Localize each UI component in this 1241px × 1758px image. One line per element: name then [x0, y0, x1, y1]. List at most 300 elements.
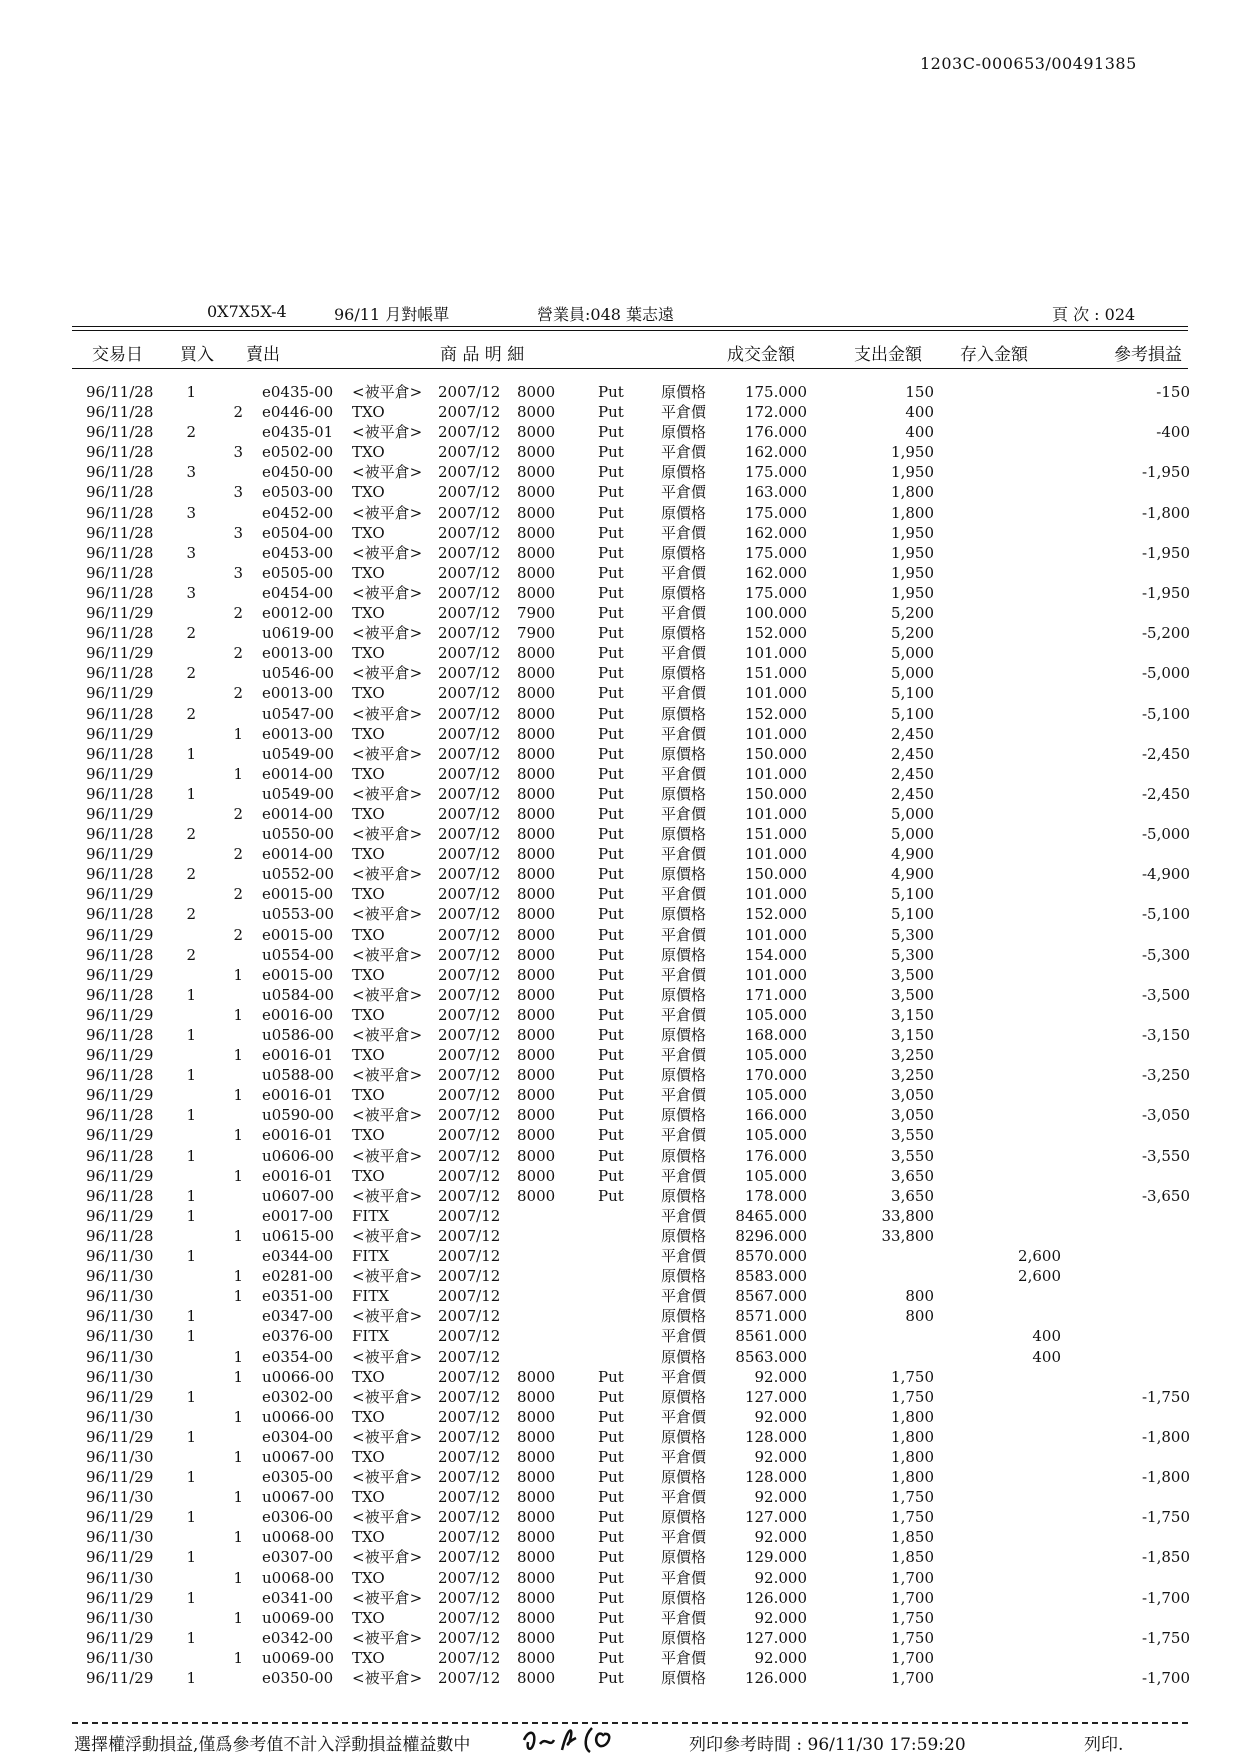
cell-strike: 8000 — [517, 684, 556, 703]
cell-strike: 8000 — [517, 563, 556, 582]
cell-trade-date: 96/11/29 — [86, 1628, 154, 1647]
cell-price-type: 原價格 — [661, 1146, 707, 1165]
cell-trade-date: 96/11/29 — [86, 885, 154, 904]
cell-paid-out: 3,250 — [891, 1046, 934, 1065]
table-row — [0, 844, 1241, 864]
table-row — [0, 1527, 1241, 1547]
cell-sell: 1 — [233, 1608, 243, 1627]
cell-buy: 1 — [186, 1066, 196, 1085]
cell-order-no: e0013-00 — [262, 644, 334, 663]
cell-month: 2007/12 — [438, 383, 501, 401]
cell-paid-out: 2,450 — [891, 744, 934, 763]
cell-buy: 3 — [186, 543, 196, 562]
cell-trade-date: 96/11/28 — [86, 383, 154, 401]
cell-price-type: 平倉價 — [661, 1447, 707, 1466]
cell-price-type: 平倉價 — [661, 1126, 707, 1145]
cell-product: <被平倉> — [352, 1267, 423, 1286]
cell-buy: 1 — [186, 1669, 196, 1687]
cell-strike: 8000 — [517, 825, 556, 844]
cell-order-no: e0435-01 — [262, 423, 334, 442]
cell-deal-amount: 8296.000 — [735, 1226, 807, 1245]
cell-price-type: 平倉價 — [661, 1287, 707, 1306]
table-row — [0, 1588, 1241, 1608]
cell-paid-out: 1,750 — [891, 1488, 934, 1507]
cell-trade-date: 96/11/30 — [86, 1528, 154, 1547]
cell-deal-amount: 127.000 — [744, 1628, 807, 1647]
cell-paid-out: 1,950 — [891, 463, 934, 482]
cell-deal-amount: 105.000 — [744, 1126, 807, 1145]
cell-buy: 1 — [186, 1327, 196, 1346]
cell-paid-out: 400 — [905, 403, 934, 422]
cell-month: 2007/12 — [438, 1287, 501, 1306]
cell-price-type: 原價格 — [661, 463, 707, 482]
cell-strike: 8000 — [517, 985, 556, 1004]
cell-trade-date: 96/11/28 — [86, 503, 154, 522]
cell-paid-out: 1,750 — [891, 1508, 934, 1527]
cell-type: Put — [598, 865, 624, 884]
cell-price-type: 平倉價 — [661, 604, 707, 623]
cell-strike: 8000 — [517, 1005, 556, 1024]
cell-month: 2007/12 — [438, 583, 501, 602]
cell-buy: 2 — [186, 905, 196, 924]
cell-order-no: u0066-00 — [262, 1407, 334, 1426]
cell-order-no: e0503-00 — [262, 483, 334, 502]
col-ref-pl: 參考損益 — [1114, 345, 1182, 365]
cell-type: Put — [598, 965, 624, 984]
cell-product: TXO — [352, 724, 385, 743]
cell-strike: 8000 — [517, 925, 556, 944]
cell-month: 2007/12 — [438, 905, 501, 924]
cell-strike: 8000 — [517, 965, 556, 984]
cell-month: 2007/12 — [438, 1548, 501, 1567]
table-row — [0, 1286, 1241, 1306]
cell-deal-amount: 92.000 — [754, 1608, 807, 1627]
table-row — [0, 1547, 1241, 1567]
cell-product: <被平倉> — [352, 583, 423, 602]
cell-trade-date: 96/11/28 — [86, 523, 154, 542]
cell-price-type: 原價格 — [661, 1468, 707, 1487]
cell-strike: 8000 — [517, 704, 556, 723]
cell-deal-amount: 126.000 — [744, 1669, 807, 1687]
cell-paid-out: 5,200 — [891, 624, 934, 643]
cell-ref-pl: -1,950 — [1141, 583, 1190, 602]
cell-deal-amount: 101.000 — [744, 885, 807, 904]
cell-deal-amount: 8561.000 — [735, 1327, 807, 1346]
cell-sell: 1 — [233, 1005, 243, 1024]
cell-trade-date: 96/11/30 — [86, 1407, 154, 1426]
cell-buy: 1 — [186, 1427, 196, 1446]
cell-strike: 8000 — [517, 1608, 556, 1627]
cell-month: 2007/12 — [438, 543, 501, 562]
cell-paid-out: 800 — [905, 1307, 934, 1326]
cell-deal-amount: 166.000 — [744, 1106, 807, 1125]
table-row — [0, 523, 1241, 543]
table-row — [0, 764, 1241, 784]
table-row — [0, 1266, 1241, 1286]
cell-trade-date: 96/11/28 — [86, 1226, 154, 1245]
cell-price-type: 平倉價 — [661, 563, 707, 582]
cell-type: Put — [598, 483, 624, 502]
cell-sell: 1 — [233, 1447, 243, 1466]
cell-deal-amount: 150.000 — [744, 865, 807, 884]
cell-ref-pl: -1,700 — [1141, 1669, 1190, 1687]
cell-price-type: 原價格 — [661, 1628, 707, 1647]
cell-strike: 8000 — [517, 764, 556, 783]
cell-month: 2007/12 — [438, 1267, 501, 1286]
cell-strike: 8000 — [517, 383, 556, 401]
header-rule-bottom — [72, 368, 1188, 369]
cell-deal-amount: 162.000 — [744, 443, 807, 462]
cell-paid-out: 5,000 — [891, 825, 934, 844]
cell-trade-date: 96/11/30 — [86, 1488, 154, 1507]
table-row — [0, 683, 1241, 703]
cell-strike: 8000 — [517, 1427, 556, 1446]
cell-order-no: e0016-01 — [262, 1166, 334, 1185]
table-row — [0, 1025, 1241, 1045]
cell-sell: 3 — [233, 523, 243, 542]
cell-order-no: e0446-00 — [262, 403, 334, 422]
cell-strike: 8000 — [517, 1146, 556, 1165]
cell-strike: 8000 — [517, 644, 556, 663]
cell-trade-date: 96/11/29 — [86, 684, 154, 703]
cell-deal-amount: 92.000 — [754, 1447, 807, 1466]
cell-strike: 8000 — [517, 1086, 556, 1105]
cell-order-no: e0281-00 — [262, 1267, 334, 1286]
cell-deal-amount: 154.000 — [744, 945, 807, 964]
cell-strike: 8000 — [517, 1548, 556, 1567]
cell-price-type: 平倉價 — [661, 1166, 707, 1185]
cell-order-no: e0012-00 — [262, 604, 334, 623]
cell-product: FITX — [352, 1206, 390, 1225]
cell-trade-date: 96/11/29 — [86, 1046, 154, 1065]
cell-trade-date: 96/11/28 — [86, 443, 154, 462]
cell-month: 2007/12 — [438, 1327, 501, 1346]
cell-paid-out: 4,900 — [891, 845, 934, 864]
cell-product: <被平倉> — [352, 1026, 423, 1044]
cell-deposit: 400 — [1032, 1327, 1061, 1346]
cell-deal-amount: 150.000 — [744, 784, 807, 803]
cell-sell: 1 — [233, 1226, 243, 1245]
cell-paid-out: 3,150 — [891, 1005, 934, 1024]
cell-sell: 1 — [233, 1267, 243, 1286]
cell-order-no: e0505-00 — [262, 563, 334, 582]
cell-order-no: e0016-00 — [262, 1005, 334, 1024]
cell-product: <被平倉> — [352, 985, 423, 1004]
cell-buy: 3 — [186, 463, 196, 482]
cell-sell: 1 — [233, 724, 243, 743]
cell-month: 2007/12 — [438, 985, 501, 1004]
cell-price-type: 原價格 — [661, 985, 707, 1004]
cell-trade-date: 96/11/28 — [86, 664, 154, 683]
cell-product: FITX — [352, 1327, 390, 1346]
cell-product: TXO — [352, 1568, 385, 1587]
cell-trade-date: 96/11/28 — [86, 985, 154, 1004]
cell-paid-out: 5,300 — [891, 925, 934, 944]
cell-product: <被平倉> — [352, 1186, 423, 1205]
cell-deal-amount: 175.000 — [744, 383, 807, 401]
cell-price-type: 平倉價 — [661, 403, 707, 422]
table-row — [0, 1186, 1241, 1206]
cell-order-no: u0584-00 — [262, 985, 334, 1004]
cell-month: 2007/12 — [438, 1528, 501, 1547]
cell-deal-amount: 8570.000 — [735, 1247, 807, 1266]
cell-price-type: 平倉價 — [661, 1648, 707, 1667]
cell-deal-amount: 101.000 — [744, 804, 807, 823]
cell-month: 2007/12 — [438, 1588, 501, 1607]
table-row — [0, 884, 1241, 904]
cell-type: Put — [598, 403, 624, 422]
cell-paid-out: 3,550 — [891, 1126, 934, 1145]
cell-price-type: 原價格 — [661, 744, 707, 763]
cell-price-type: 平倉價 — [661, 1247, 707, 1266]
cell-month: 2007/12 — [438, 744, 501, 763]
cell-price-type: 平倉價 — [661, 925, 707, 944]
table-row — [0, 1407, 1241, 1427]
cell-product: <被平倉> — [352, 744, 423, 763]
cell-sell: 1 — [233, 1287, 243, 1306]
table-row — [0, 864, 1241, 884]
salesperson: 營業員:048 葉志遠 — [537, 305, 675, 324]
cell-price-type: 原價格 — [661, 1066, 707, 1085]
cell-strike: 8000 — [517, 1407, 556, 1426]
cell-sell: 1 — [233, 1568, 243, 1587]
cell-type: Put — [598, 523, 624, 542]
cell-strike: 8000 — [517, 423, 556, 442]
cell-price-type: 原價格 — [661, 1307, 707, 1326]
cell-buy: 1 — [186, 1146, 196, 1165]
cell-strike: 8000 — [517, 1568, 556, 1587]
col-trade-date: 交易日 — [92, 345, 143, 365]
cell-type: Put — [598, 1427, 624, 1446]
cell-paid-out: 1,800 — [891, 1427, 934, 1446]
table-row — [0, 1387, 1241, 1407]
cell-order-no: u0590-00 — [262, 1106, 334, 1125]
table-row — [0, 1668, 1241, 1688]
cell-order-no: e0014-00 — [262, 804, 334, 823]
cell-month: 2007/12 — [438, 1648, 501, 1667]
cell-trade-date: 96/11/30 — [86, 1347, 154, 1366]
cell-product: <被平倉> — [352, 945, 423, 964]
cell-month: 2007/12 — [438, 1427, 501, 1446]
cell-deal-amount: 175.000 — [744, 463, 807, 482]
footer-note: 選擇權浮動損益,僅爲參考值不計入浮動損益權益數中 — [74, 1735, 471, 1755]
cell-month: 2007/12 — [438, 704, 501, 723]
cell-trade-date: 96/11/29 — [86, 1005, 154, 1024]
cell-trade-date: 96/11/29 — [86, 965, 154, 984]
cell-paid-out: 1,700 — [891, 1588, 934, 1607]
table-row — [0, 663, 1241, 683]
cell-ref-pl: -2,450 — [1141, 784, 1190, 803]
cell-order-no: e0306-00 — [262, 1508, 334, 1527]
cell-type: Put — [598, 724, 624, 743]
cell-price-type: 平倉價 — [661, 885, 707, 904]
cell-type: Put — [598, 1669, 624, 1687]
table-row — [0, 1065, 1241, 1085]
cell-strike: 8000 — [517, 1648, 556, 1667]
cell-type: Put — [598, 925, 624, 944]
cell-order-no: e0453-00 — [262, 543, 334, 562]
cell-order-no: e0350-00 — [262, 1669, 334, 1687]
cell-paid-out: 5,000 — [891, 804, 934, 823]
table-row — [0, 623, 1241, 643]
table-row — [0, 603, 1241, 623]
cell-product: TXO — [352, 523, 385, 542]
cell-deal-amount: 101.000 — [744, 684, 807, 703]
cell-buy: 1 — [186, 1186, 196, 1205]
cell-price-type: 平倉價 — [661, 764, 707, 783]
cell-price-type: 原價格 — [661, 423, 707, 442]
cell-type: Put — [598, 583, 624, 602]
cell-sell: 2 — [233, 885, 243, 904]
col-sell: 賣出 — [246, 345, 280, 365]
cell-ref-pl: -5,100 — [1141, 704, 1190, 723]
cell-trade-date: 96/11/29 — [86, 604, 154, 623]
cell-deal-amount: 101.000 — [744, 965, 807, 984]
cell-month: 2007/12 — [438, 784, 501, 803]
cell-trade-date: 96/11/28 — [86, 483, 154, 502]
cell-price-type: 原價格 — [661, 583, 707, 602]
cell-ref-pl: -1,700 — [1141, 1588, 1190, 1607]
cell-type: Put — [598, 744, 624, 763]
cell-product: TXO — [352, 604, 385, 623]
cell-trade-date: 96/11/28 — [86, 1066, 154, 1085]
cell-order-no: e0017-00 — [262, 1206, 334, 1225]
cell-paid-out: 1,800 — [891, 1447, 934, 1466]
cell-deposit: 2,600 — [1018, 1247, 1061, 1266]
cell-product: <被平倉> — [352, 1066, 423, 1085]
cell-order-no: e0015-00 — [262, 965, 334, 984]
cell-product: <被平倉> — [352, 1106, 423, 1125]
cell-type: Put — [598, 1186, 624, 1205]
cell-paid-out: 33,800 — [881, 1206, 934, 1225]
cell-price-type: 原價格 — [661, 905, 707, 924]
table-row — [0, 1507, 1241, 1527]
cell-deal-amount: 92.000 — [754, 1568, 807, 1587]
cell-price-type: 原價格 — [661, 704, 707, 723]
cell-trade-date: 96/11/28 — [86, 1186, 154, 1205]
cell-paid-out: 5,100 — [891, 905, 934, 924]
cell-product: TXO — [352, 804, 385, 823]
cell-trade-date: 96/11/28 — [86, 744, 154, 763]
cell-product: <被平倉> — [352, 1146, 423, 1165]
cell-sell: 1 — [233, 1166, 243, 1185]
cell-type: Put — [598, 1106, 624, 1125]
cell-trade-date: 96/11/29 — [86, 1086, 154, 1105]
cell-buy: 2 — [186, 825, 196, 844]
cell-product: <被平倉> — [352, 704, 423, 723]
cell-price-type: 原價格 — [661, 1026, 707, 1044]
cell-price-type: 平倉價 — [661, 804, 707, 823]
cell-type: Put — [598, 624, 624, 643]
cell-product: TXO — [352, 1488, 385, 1507]
cell-product: <被平倉> — [352, 423, 423, 442]
account-number: 0X7X5X-4 — [207, 302, 287, 321]
table-row — [0, 1568, 1241, 1588]
cell-buy: 1 — [186, 1106, 196, 1125]
cell-paid-out: 1,950 — [891, 543, 934, 562]
cell-month: 2007/12 — [438, 1206, 501, 1225]
cell-type: Put — [598, 704, 624, 723]
cell-product: <被平倉> — [352, 624, 423, 643]
cell-order-no: u0068-00 — [262, 1568, 334, 1587]
table-row — [0, 1125, 1241, 1145]
cell-price-type: 原價格 — [661, 664, 707, 683]
cell-paid-out: 3,650 — [891, 1186, 934, 1205]
table-row — [0, 1326, 1241, 1346]
cell-buy: 1 — [186, 1588, 196, 1607]
cell-month: 2007/12 — [438, 1387, 501, 1406]
cell-order-no: u0549-00 — [262, 784, 334, 803]
cell-ref-pl: -1,800 — [1141, 1427, 1190, 1446]
table-row — [0, 965, 1241, 985]
table-row — [0, 1467, 1241, 1487]
cell-trade-date: 96/11/29 — [86, 925, 154, 944]
cell-trade-date: 96/11/30 — [86, 1568, 154, 1587]
cell-ref-pl: -4,900 — [1141, 865, 1190, 884]
cell-price-type: 平倉價 — [661, 1367, 707, 1386]
cell-month: 2007/12 — [438, 1166, 501, 1185]
cell-paid-out: 3,150 — [891, 1026, 934, 1044]
cell-paid-out: 1,850 — [891, 1548, 934, 1567]
cell-trade-date: 96/11/28 — [86, 1026, 154, 1044]
cell-strike: 8000 — [517, 1106, 556, 1125]
cell-type: Put — [598, 1468, 624, 1487]
cell-ref-pl: -2,450 — [1141, 744, 1190, 763]
cell-month: 2007/12 — [438, 644, 501, 663]
cell-order-no: e0015-00 — [262, 925, 334, 944]
cell-order-no: u0619-00 — [262, 624, 334, 643]
cell-ref-pl: -1,800 — [1141, 1468, 1190, 1487]
cell-month: 2007/12 — [438, 1508, 501, 1527]
cell-month: 2007/12 — [438, 1407, 501, 1426]
cell-strike: 8000 — [517, 523, 556, 542]
cell-paid-out: 2,450 — [891, 764, 934, 783]
cell-paid-out: 1,700 — [891, 1648, 934, 1667]
cell-paid-out: 1,700 — [891, 1568, 934, 1587]
cell-deal-amount: 175.000 — [744, 543, 807, 562]
table-row — [0, 1648, 1241, 1668]
cell-price-type: 原價格 — [661, 1588, 707, 1607]
cell-order-no: e0344-00 — [262, 1247, 334, 1266]
cell-strike: 8000 — [517, 1508, 556, 1527]
cell-product: <被平倉> — [352, 1347, 423, 1366]
table-row — [0, 945, 1241, 965]
cell-sell: 3 — [233, 563, 243, 582]
cell-paid-out: 5,100 — [891, 684, 934, 703]
cell-price-type: 平倉價 — [661, 1005, 707, 1024]
cell-type: Put — [598, 543, 624, 562]
cell-trade-date: 96/11/30 — [86, 1287, 154, 1306]
cell-type: Put — [598, 945, 624, 964]
cell-paid-out: 3,050 — [891, 1086, 934, 1105]
table-row — [0, 1427, 1241, 1447]
cell-ref-pl: -1,750 — [1141, 1628, 1190, 1647]
cell-order-no: u0553-00 — [262, 905, 334, 924]
cell-price-type: 平倉價 — [661, 1327, 707, 1346]
cell-month: 2007/12 — [438, 1447, 501, 1466]
table-row — [0, 784, 1241, 804]
cell-product: TXO — [352, 845, 385, 864]
cell-type: Put — [598, 1166, 624, 1185]
cell-buy: 2 — [186, 664, 196, 683]
cell-deal-amount: 176.000 — [744, 1146, 807, 1165]
cell-month: 2007/12 — [438, 1066, 501, 1085]
cell-month: 2007/12 — [438, 1669, 501, 1687]
cell-type: Put — [598, 1046, 624, 1065]
cell-buy: 1 — [186, 1508, 196, 1527]
cell-ref-pl: -5,000 — [1141, 825, 1190, 844]
cell-deal-amount: 178.000 — [744, 1186, 807, 1205]
